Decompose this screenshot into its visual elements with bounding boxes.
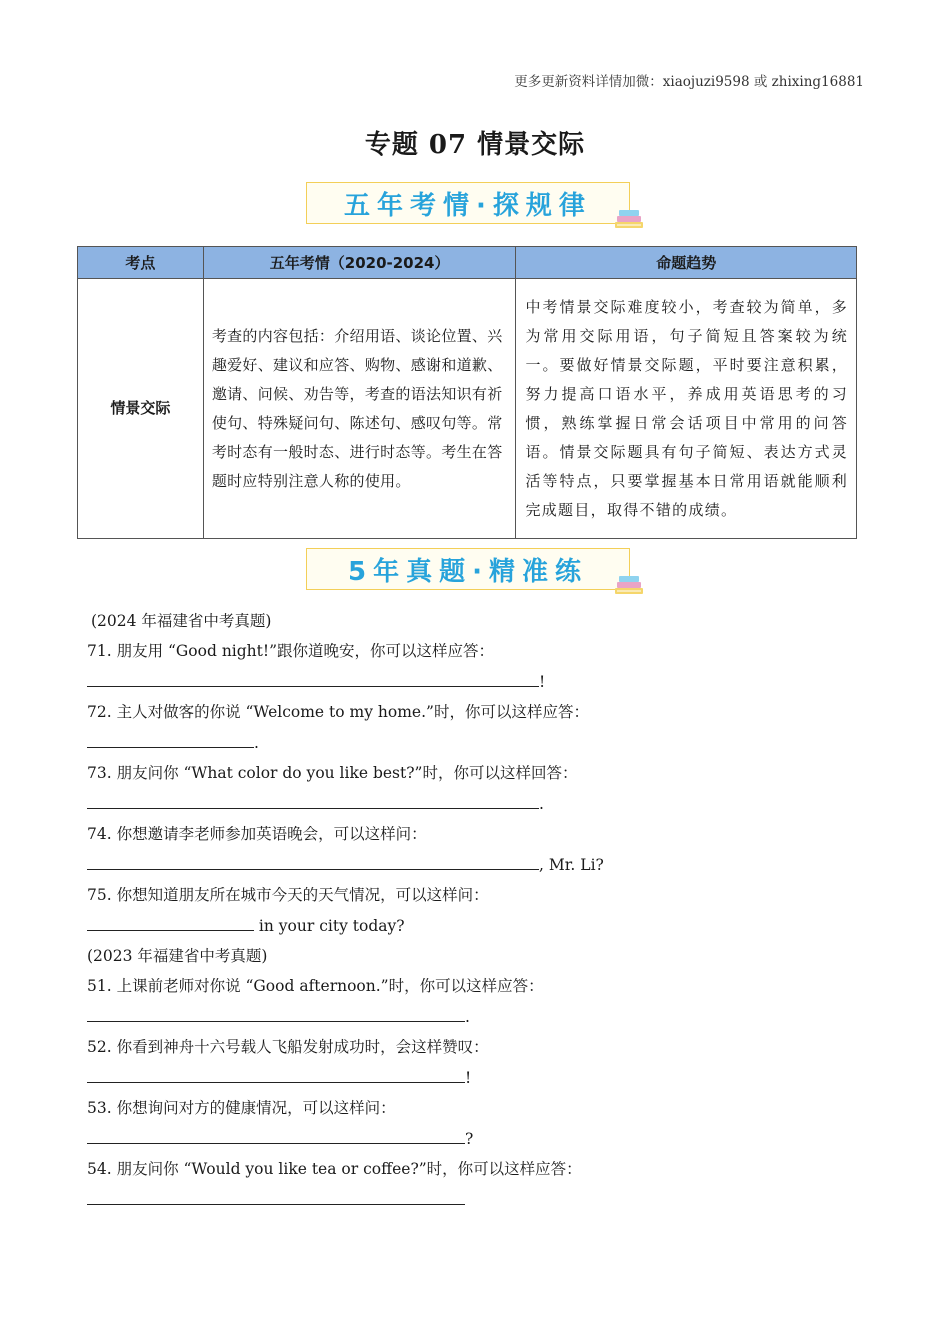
- answer-line: [87, 910, 887, 941]
- cell-content: 考查的内容包括：介绍用语、谈论位置、兴趣爱好、建议和应答、购物、感谢和道歉、邀请、问候、劝告等，考查的语法知识有祈使句、特殊疑问句、陈述句、感叹句等。常考时态有一般时态、进行时态等。考生在答题时应特别注意人称的使用。: [203, 279, 516, 539]
- answer-suffix: !: [539, 673, 546, 691]
- answer-suffix: !: [465, 1069, 472, 1087]
- answer-line: [87, 849, 887, 880]
- answer-line: [87, 788, 887, 819]
- answer-blank[interactable]: [87, 849, 539, 870]
- answer-suffix: in your city today?: [254, 917, 405, 935]
- header-topic: 考点: [78, 247, 204, 279]
- answer-blank[interactable]: [87, 1123, 465, 1144]
- table-row: [78, 279, 857, 539]
- answer-suffix: .: [465, 1008, 470, 1026]
- question-prompt: 53. 你想询问对方的健康情况，可以这样问：: [87, 1099, 396, 1117]
- answer-line: [87, 1184, 887, 1215]
- answer-line: [87, 1062, 887, 1093]
- answer-blank[interactable]: [87, 1001, 465, 1022]
- banner-five-year-trends: [306, 182, 630, 224]
- section-label-2023: (2023 年福建省中考真题): [87, 947, 268, 965]
- question-prompt: 75. 你想知道朋友所在城市今天的天气情况，可以这样问：: [87, 886, 489, 904]
- table-header-row: [78, 247, 857, 279]
- answer-suffix: ?: [465, 1130, 474, 1148]
- answer-blank[interactable]: [87, 1062, 465, 1083]
- answer-blank[interactable]: [87, 910, 254, 931]
- answer-suffix: .: [254, 734, 259, 752]
- header-five-year: 五年考情（2020-2024）: [203, 247, 516, 279]
- answer-line: [87, 1001, 887, 1032]
- header-trend: 命题趋势: [516, 247, 857, 279]
- banner-text: 5年真题·精准练: [348, 556, 588, 587]
- books-icon: [613, 207, 647, 231]
- banner-real-exams: [306, 548, 630, 590]
- question-prompt: 52. 你看到神舟十六号载人飞船发射成功时，会这样赞叹：: [87, 1038, 489, 1056]
- question-list: [87, 606, 887, 1215]
- banner-text: 五年考情·探规律: [344, 190, 592, 221]
- books-icon: [613, 573, 647, 597]
- question-prompt: 73. 朋友问你 “What color do you like best?”时，你可以这样回答：: [87, 764, 578, 782]
- cell-topic: 情景交际: [78, 279, 204, 539]
- answer-line: [87, 666, 887, 697]
- answer-line: [87, 1123, 887, 1154]
- question-prompt: 72. 主人对做客的你说 “Welcome to my home.”时，你可以这样应答：: [87, 703, 589, 721]
- question-prompt: 54. 朋友问你 “Would you like tea or coffee?”时，你可以这样应答：: [87, 1160, 582, 1178]
- question-prompt: 74. 你想邀请李老师参加英语晚会，可以这样问：: [87, 825, 427, 843]
- question-prompt: 71. 朋友用 “Good night!”跟你道晚安，你可以这样应答：: [87, 642, 495, 660]
- exam-analysis-table: [77, 246, 857, 539]
- answer-blank[interactable]: [87, 1184, 465, 1205]
- answer-suffix: .: [539, 795, 544, 813]
- question-prompt: 51. 上课前老师对你说 “Good afternoon.”时，你可以这样应答：: [87, 977, 544, 995]
- answer-suffix: , Mr. Li?: [539, 856, 604, 874]
- answer-line: [87, 727, 887, 758]
- answer-blank[interactable]: [87, 727, 254, 748]
- cell-trend: 中考情景交际难度较小，考查较为简单，多为常用交际用语，句子简短且答案较为统一。要做好情景交际题，平时要注意积累，努力提高口语水平，养成用英语思考的习惯，熟练掌握日常会话项目中常用的问答语。情景交际题具有句子简短、表达方式灵活等特点，只要掌握基本日常用语就能顺利完成题目，取得不错的成绩。: [516, 279, 857, 539]
- answer-blank[interactable]: [87, 788, 539, 809]
- header-note: 更多更新资料详情加微：xiaojuzi9598 或 zhixing16881: [514, 74, 864, 90]
- section-label-2024: (2024 年福建省中考真题): [91, 612, 272, 630]
- answer-blank[interactable]: [87, 666, 539, 687]
- page-title: 专题 07 情景交际: [364, 130, 586, 160]
